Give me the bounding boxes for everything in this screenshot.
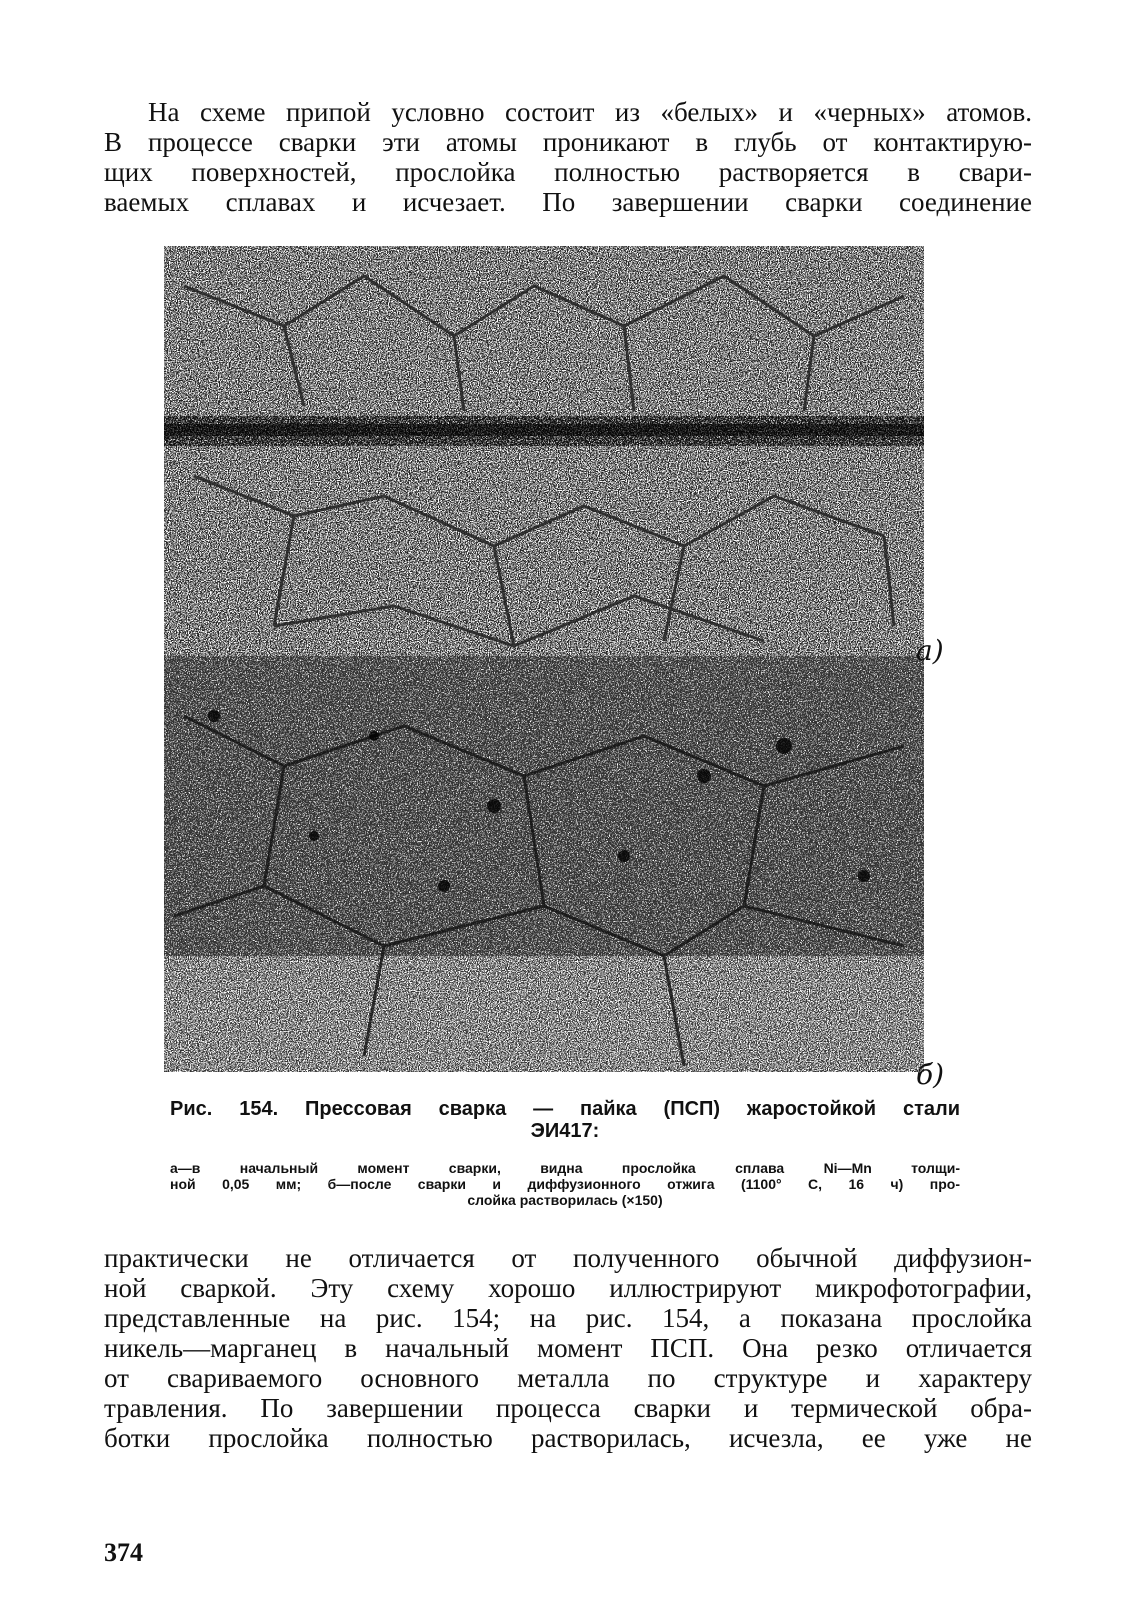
text-line: ной сваркой. Эту схему хорошо иллюстрируют микрофотографии, (104, 1273, 1032, 1303)
caption-detail-line: ной 0,05 мм; б—после сварки и диффузионного отжига (1100° С, 16 ч) про- (170, 1176, 960, 1192)
text-line: На схеме припой условно состоит из «белых» и «черных» атомов. (148, 97, 1032, 127)
text-line: представленные на рис. 154; на рис. 154, а показана прослойка (104, 1303, 1032, 1333)
micrograph-b-panel (164, 656, 924, 1072)
bottom-paragraph (104, 1243, 1032, 1453)
text-line: от свариваемого основного металла по структуре и характеру (104, 1363, 1032, 1393)
page-number: 374 (104, 1538, 143, 1567)
text-line: травления. По завершении процесса сварки и термической обра- (104, 1393, 1032, 1423)
text-line: щих поверхностей, прослойка полностью растворяется в свари- (104, 157, 1032, 187)
figure-caption-detail (170, 1160, 960, 1208)
caption-detail-line: а—в начальный момент сварки, видна прослойка сплава Ni—Mn толщи- (170, 1160, 960, 1176)
text-line: ботки прослойка полностью растворилась, исчезла, ее уже не (104, 1423, 1032, 1453)
figure-label-a: а) (916, 634, 944, 667)
text-line: никель—марганец в начальный момент ПСП. Она резко отличается (104, 1333, 1032, 1363)
micrograph-figure (164, 246, 964, 726)
caption-title-line: Рис. 154. Прессовая сварка — пайка (ПСП) жаростойкой стали (170, 1098, 960, 1120)
text-line: ваемых сплавах и исчезает. По завершении сварки соединение (104, 187, 1032, 217)
top-paragraph (104, 97, 1032, 217)
text-line: В процессе сварки эти атомы проникают в глубь от контактирую- (104, 127, 1032, 157)
text-line: практически не отличается от полученного обычной диффузион- (104, 1243, 1032, 1273)
figure-caption-title (170, 1098, 960, 1142)
caption-detail-line: слойка растворилась (×150) (467, 1192, 663, 1208)
figure-label-b: б) (916, 1058, 945, 1091)
micrograph-a (164, 246, 924, 656)
caption-title-line: ЭИ417: (530, 1120, 600, 1142)
